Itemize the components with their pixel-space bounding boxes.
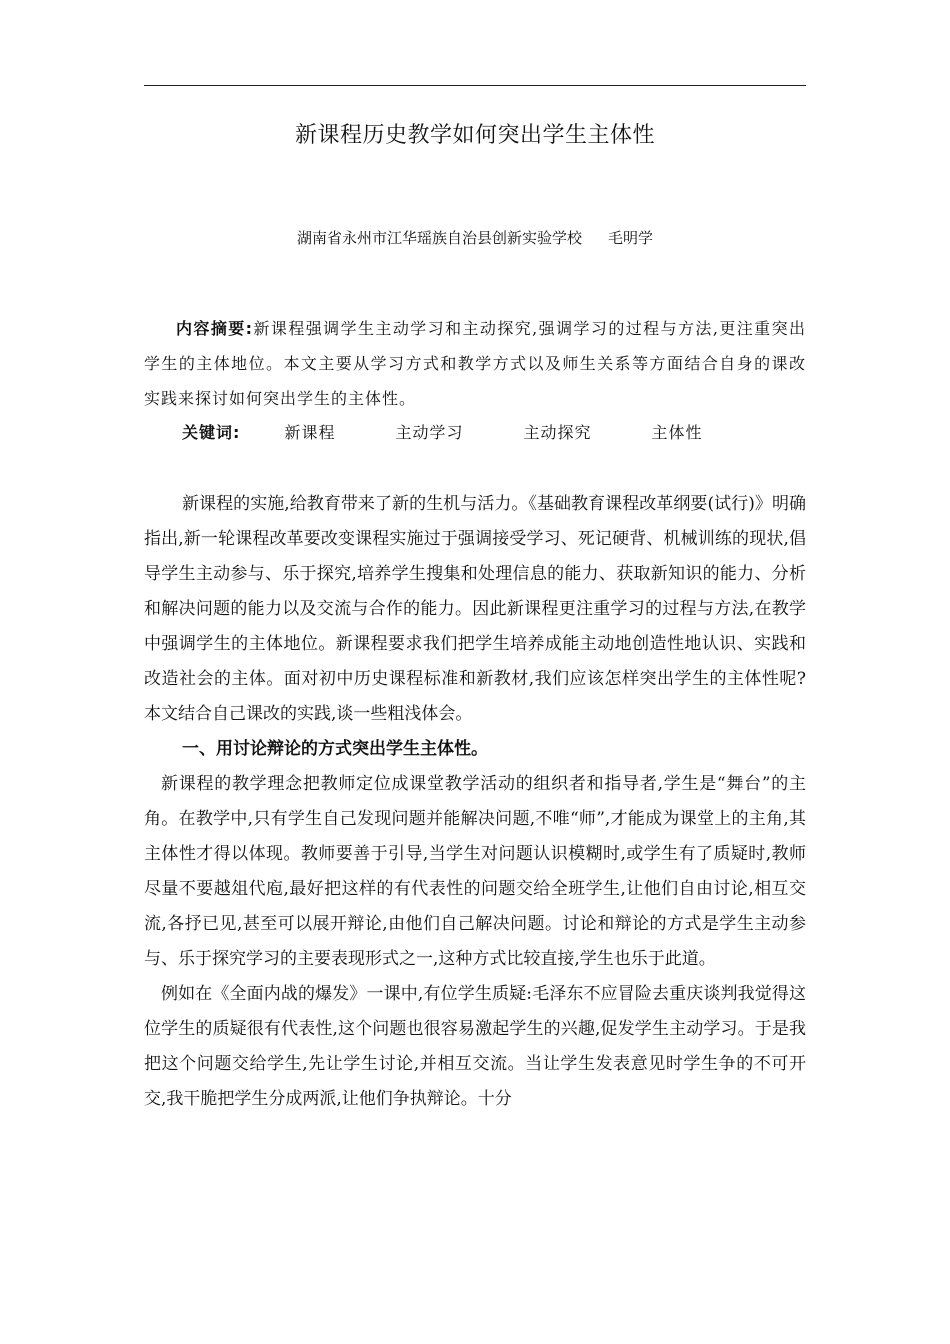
keywords-label: 关键词: [182, 423, 241, 442]
article-body [144, 487, 806, 1117]
author-affiliation: 湖南省永州市江华瑶族自治县创新实验学校 [296, 229, 582, 247]
intro-paragraph: 新课程的实施,给教育带来了新的生机与活力。《基础教育课程改革纲要(试行)》明确指出,新一轮课程改革要改变课程实施过于强调接受学习、死记硬背、机械训练的现状,倡导学生主动参与、乐于探究,培养学生搜集和处理信息的能力、获取新知识的能力、分析和解决问题的能力以及交流与合作的能力。因此新课程更注重学习的过程与方法,在教学中强调学生的主体地位。新课程要求我们把学生培养成能主动地创造性地认识、实践和改造社会的主体。面对初中历史课程标准和新教材,我们应该怎样突出学生的主体性呢? 本文结合自己课改的实践,谈一些粗浅体会。 [144, 494, 806, 724]
keyword-item: 主体性 [651, 423, 703, 442]
article-title: 新课程历史教学如何突出学生主体性 [294, 123, 655, 148]
abstract-text: 新课程强调学生主动学习和主动探究,强调学习的过程与方法,更注重突出学生的主体地位。本文主要从学习方式和教学方式以及师生关系等方面结合自身的课改实践来探讨如何突出学生的主体性。 [144, 319, 806, 408]
header-rule [144, 85, 806, 86]
author-line [144, 226, 806, 250]
keyword-item: 新课程 [284, 423, 336, 442]
body-paragraph: 例如在《全面内战的爆发》一课中,有位学生质疑:毛泽东不应冒险去重庆谈判我觉得这位学生的质疑很有代表性,这个问题也很容易激起学生的兴趣,促发学生主动学习。于是我把这个问题交给学生,先让学生讨论,并相互交流。当让学生发表意见时学生争的不可开交,我干脆把学生分成两派,让他们争执辩论。十分 [144, 984, 806, 1109]
keywords [144, 418, 806, 448]
abstract [144, 311, 806, 416]
author-name: 毛明学 [608, 229, 654, 247]
abstract-label: 内容摘要: [176, 319, 254, 338]
section-heading: 一、用讨论辩论的方式突出学生主体性。 [182, 739, 488, 759]
keyword-item: 主动学习 [395, 423, 464, 442]
keyword-item: 主动探究 [523, 423, 592, 442]
body-paragraph: 新课程的教学理念把教师定位成课堂教学活动的组织者和指导者,学生是“舞台”的主角。在教学中,只有学生自己发现问题并能解决问题,不唯“师”,才能成为课堂上的主角,其主体性才得以体现。教师要善于引导,当学生对问题认识模糊时,或学生有了质疑时,教师尽量不要越俎代庖,最好把这样的有代表性的问题交给全班学生,让他们自由讨论,相互交流,各抒已见,甚至可以展开辩论,由他们自己解决问题。讨论和辩论的方式是学生主动参与、乐于探究学习的主要表现形式之一,这种方式比较直接,学生也乐于此道。 [144, 774, 806, 969]
